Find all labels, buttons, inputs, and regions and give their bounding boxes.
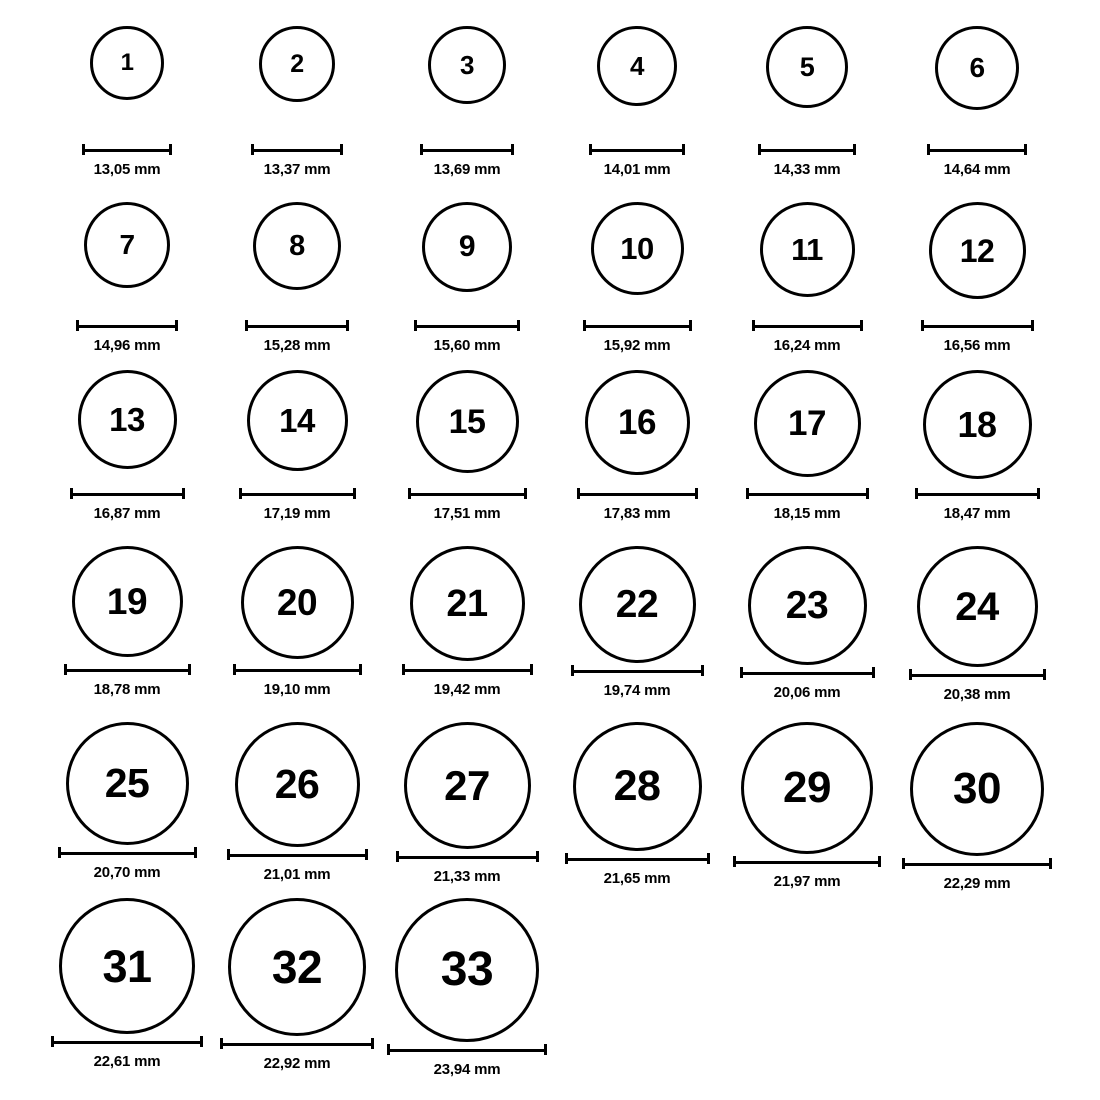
measure-cap-left bbox=[387, 1044, 390, 1055]
measure-cap-right bbox=[188, 664, 191, 675]
ring-size-number: 8 bbox=[289, 229, 305, 262]
ring-size-cell bbox=[408, 546, 526, 698]
ring-size-cell bbox=[578, 370, 696, 522]
diameter-measure-bar bbox=[414, 320, 520, 331]
ring-circle bbox=[72, 546, 183, 657]
measure-cap-right bbox=[340, 144, 343, 155]
diameter-label: 21,65 mm bbox=[603, 870, 671, 887]
measure-line bbox=[921, 325, 1034, 328]
ring-size-cell bbox=[918, 370, 1036, 522]
diameter-measure-bar bbox=[82, 144, 172, 155]
diameter-measure-bar bbox=[740, 667, 875, 678]
diameter-measure-bar bbox=[58, 847, 197, 858]
measure-line bbox=[402, 669, 533, 672]
ring-size-cell bbox=[238, 370, 356, 522]
measure-line bbox=[70, 493, 185, 496]
measure-cap-right bbox=[353, 488, 356, 499]
ring-size-number: 27 bbox=[444, 761, 490, 809]
measure-cap-left bbox=[733, 856, 736, 867]
ring-size-cell bbox=[238, 546, 356, 698]
ring-size-number: 1 bbox=[120, 49, 134, 76]
ring-size-cell bbox=[578, 546, 696, 699]
measure-line bbox=[583, 325, 692, 328]
diameter-label: 22,29 mm bbox=[943, 875, 1011, 892]
ring-circle bbox=[404, 722, 531, 849]
ring-size-number: 16 bbox=[618, 403, 656, 442]
measure-cap-right bbox=[701, 665, 704, 676]
ring-circle bbox=[416, 370, 519, 473]
ring-size-number: 10 bbox=[620, 231, 654, 266]
measure-cap-left bbox=[758, 144, 761, 155]
measure-cap-right bbox=[194, 847, 197, 858]
diameter-label: 20,38 mm bbox=[943, 686, 1011, 703]
ring-size-cell bbox=[408, 370, 526, 522]
ring-size-cell bbox=[578, 722, 696, 887]
diameter-measure-bar bbox=[758, 144, 856, 155]
diameter-measure-bar bbox=[921, 320, 1034, 331]
diameter-measure-bar bbox=[589, 144, 685, 155]
ring-size-number: 21 bbox=[446, 582, 488, 625]
diameter-measure-bar bbox=[577, 488, 698, 499]
measure-cap-right bbox=[1049, 858, 1052, 869]
ring-circle bbox=[573, 722, 702, 851]
ring-size-number: 9 bbox=[458, 230, 476, 263]
measure-cap-right bbox=[1037, 488, 1040, 499]
measure-line bbox=[220, 1043, 374, 1046]
measure-cap-left bbox=[76, 320, 79, 331]
ring-circle bbox=[422, 202, 512, 292]
measure-cap-right bbox=[707, 853, 710, 864]
measure-cap-right bbox=[175, 320, 178, 331]
ring-size-cell bbox=[918, 722, 1036, 892]
ring-size-number: 26 bbox=[274, 761, 320, 807]
ring-circle bbox=[235, 722, 360, 847]
ring-size-number: 33 bbox=[440, 943, 494, 996]
diameter-measure-bar bbox=[909, 669, 1046, 680]
diameter-label: 19,42 mm bbox=[433, 681, 501, 698]
ring-size-cell bbox=[748, 722, 866, 890]
ring-size-cell bbox=[578, 26, 696, 178]
measure-line bbox=[733, 861, 881, 864]
measure-line bbox=[76, 325, 178, 328]
measure-cap-left bbox=[251, 144, 254, 155]
ring-circle bbox=[228, 898, 366, 1036]
measure-cap-right bbox=[695, 488, 698, 499]
diameter-label: 20,06 mm bbox=[773, 684, 841, 701]
measure-cap-right bbox=[530, 664, 533, 675]
ring-circle bbox=[395, 898, 539, 1042]
ring-circle bbox=[579, 546, 696, 663]
ring-size-number: 18 bbox=[957, 403, 997, 445]
measure-line bbox=[927, 149, 1027, 152]
diameter-measure-bar bbox=[565, 853, 710, 864]
ring-size-cell bbox=[68, 546, 186, 698]
ring-size-number: 17 bbox=[788, 404, 826, 443]
measure-cap-right bbox=[200, 1036, 203, 1047]
ring-circle bbox=[917, 546, 1038, 667]
diameter-measure-bar bbox=[902, 858, 1052, 869]
ring-size-cell bbox=[238, 722, 356, 883]
measure-line bbox=[420, 149, 514, 152]
measure-line bbox=[909, 674, 1046, 677]
diameter-label: 16,24 mm bbox=[773, 337, 841, 354]
measure-line bbox=[239, 493, 356, 496]
measure-cap-left bbox=[245, 320, 248, 331]
measure-cap-left bbox=[64, 664, 67, 675]
diameter-measure-bar bbox=[51, 1036, 203, 1047]
measure-cap-left bbox=[921, 320, 924, 331]
ring-size-number: 4 bbox=[630, 51, 644, 81]
ring-size-cell bbox=[918, 202, 1036, 354]
measure-cap-left bbox=[420, 144, 423, 155]
diameter-label: 22,92 mm bbox=[263, 1055, 331, 1072]
measure-line bbox=[740, 672, 875, 675]
diameter-label: 22,61 mm bbox=[93, 1053, 161, 1070]
diameter-measure-bar bbox=[251, 144, 343, 155]
ring-circle bbox=[591, 202, 684, 295]
measure-cap-right bbox=[346, 320, 349, 331]
measure-cap-left bbox=[915, 488, 918, 499]
diameter-measure-bar bbox=[927, 144, 1027, 155]
ring-size-cell bbox=[238, 898, 356, 1072]
measure-line bbox=[408, 493, 527, 496]
measure-cap-right bbox=[371, 1038, 374, 1049]
ring-size-cell bbox=[918, 26, 1036, 178]
measure-cap-left bbox=[740, 667, 743, 678]
measure-line bbox=[82, 149, 172, 152]
diameter-measure-bar bbox=[420, 144, 514, 155]
measure-cap-left bbox=[51, 1036, 54, 1047]
measure-cap-left bbox=[571, 665, 574, 676]
ring-size-cell bbox=[68, 370, 186, 522]
ring-size-number: 3 bbox=[460, 50, 474, 80]
measure-line bbox=[51, 1041, 203, 1044]
ring-size-number: 15 bbox=[448, 402, 486, 441]
measure-cap-left bbox=[577, 488, 580, 499]
ring-circle bbox=[754, 370, 861, 477]
diameter-measure-bar bbox=[70, 488, 185, 499]
measure-line bbox=[251, 149, 343, 152]
ring-circle bbox=[241, 546, 354, 659]
diameter-label: 17,19 mm bbox=[263, 505, 331, 522]
ring-size-cell bbox=[748, 370, 866, 522]
diameter-measure-bar bbox=[245, 320, 349, 331]
measure-line bbox=[571, 670, 704, 673]
measure-line bbox=[233, 669, 362, 672]
diameter-measure-bar bbox=[915, 488, 1040, 499]
measure-cap-right bbox=[517, 320, 520, 331]
ring-size-number: 6 bbox=[969, 52, 985, 83]
measure-cap-left bbox=[58, 847, 61, 858]
measure-line bbox=[227, 854, 368, 857]
ring-size-cell bbox=[68, 898, 186, 1070]
measure-cap-right bbox=[1043, 669, 1046, 680]
diameter-label: 21,01 mm bbox=[263, 866, 331, 883]
measure-cap-left bbox=[70, 488, 73, 499]
ring-circle bbox=[59, 898, 195, 1034]
ring-size-number: 19 bbox=[106, 581, 148, 622]
diameter-label: 13,37 mm bbox=[263, 161, 331, 178]
ring-size-cell bbox=[68, 26, 186, 178]
ring-size-number: 24 bbox=[955, 584, 999, 629]
ring-circle bbox=[760, 202, 855, 297]
measure-cap-left bbox=[82, 144, 85, 155]
diameter-measure-bar bbox=[402, 664, 533, 675]
measure-line bbox=[414, 325, 520, 328]
measure-cap-left bbox=[902, 858, 905, 869]
ring-size-cell bbox=[408, 898, 526, 1078]
measure-cap-right bbox=[1024, 144, 1027, 155]
measure-cap-right bbox=[524, 488, 527, 499]
measure-line bbox=[758, 149, 856, 152]
diameter-label: 14,64 mm bbox=[943, 161, 1011, 178]
measure-cap-left bbox=[396, 851, 399, 862]
measure-line bbox=[752, 325, 863, 328]
measure-cap-right bbox=[169, 144, 172, 155]
measure-cap-left bbox=[583, 320, 586, 331]
measure-cap-right bbox=[536, 851, 539, 862]
measure-line bbox=[64, 669, 191, 672]
diameter-label: 14,33 mm bbox=[773, 161, 841, 178]
ring-size-cell bbox=[578, 202, 696, 354]
ring-size-number: 29 bbox=[783, 763, 831, 812]
ring-size-number: 2 bbox=[290, 49, 304, 78]
measure-cap-right bbox=[878, 856, 881, 867]
diameter-label: 23,94 mm bbox=[433, 1061, 501, 1078]
ring-circle bbox=[597, 26, 677, 106]
measure-line bbox=[58, 852, 197, 855]
measure-line bbox=[387, 1049, 547, 1052]
measure-line bbox=[245, 325, 349, 328]
ring-size-number: 25 bbox=[104, 760, 150, 806]
ring-size-cell bbox=[68, 202, 186, 354]
measure-cap-left bbox=[909, 669, 912, 680]
ring-circle bbox=[935, 26, 1019, 110]
measure-cap-left bbox=[414, 320, 417, 331]
ring-size-number: 5 bbox=[799, 51, 815, 82]
measure-cap-left bbox=[589, 144, 592, 155]
ring-size-cell bbox=[408, 202, 526, 354]
measure-line bbox=[565, 858, 710, 861]
diameter-measure-bar bbox=[239, 488, 356, 499]
diameter-measure-bar bbox=[233, 664, 362, 675]
diameter-label: 18,78 mm bbox=[93, 681, 161, 698]
ring-circle bbox=[923, 370, 1032, 479]
measure-cap-right bbox=[1031, 320, 1034, 331]
diameter-label: 14,01 mm bbox=[603, 161, 671, 178]
ring-size-number: 7 bbox=[119, 229, 135, 260]
measure-cap-right bbox=[860, 320, 863, 331]
ring-circle bbox=[84, 202, 170, 288]
ring-size-cell bbox=[238, 202, 356, 354]
diameter-label: 15,92 mm bbox=[603, 337, 671, 354]
ring-size-number: 28 bbox=[613, 762, 661, 810]
ring-size-number: 30 bbox=[953, 764, 1001, 813]
measure-cap-left bbox=[565, 853, 568, 864]
diameter-label: 20,70 mm bbox=[93, 864, 161, 881]
diameter-label: 17,51 mm bbox=[433, 505, 501, 522]
diameter-label: 15,28 mm bbox=[263, 337, 331, 354]
ring-size-number: 23 bbox=[785, 584, 829, 627]
measure-cap-left bbox=[227, 849, 230, 860]
ring-circle bbox=[766, 26, 848, 108]
diameter-measure-bar bbox=[64, 664, 191, 675]
ring-circle bbox=[253, 202, 341, 290]
measure-cap-right bbox=[182, 488, 185, 499]
ring-size-number: 11 bbox=[791, 232, 823, 267]
diameter-label: 17,83 mm bbox=[603, 505, 671, 522]
diameter-label: 19,10 mm bbox=[263, 681, 331, 698]
diameter-measure-bar bbox=[752, 320, 863, 331]
ring-circle bbox=[259, 26, 335, 102]
diameter-measure-bar bbox=[220, 1038, 374, 1049]
diameter-measure-bar bbox=[76, 320, 178, 331]
ring-size-number: 14 bbox=[279, 402, 315, 439]
measure-cap-left bbox=[233, 664, 236, 675]
diameter-label: 16,56 mm bbox=[943, 337, 1011, 354]
diameter-measure-bar bbox=[571, 665, 704, 676]
measure-cap-left bbox=[408, 488, 411, 499]
ring-size-number: 13 bbox=[109, 401, 145, 438]
ring-size-cell bbox=[408, 26, 526, 178]
diameter-measure-bar bbox=[387, 1044, 547, 1055]
measure-cap-right bbox=[511, 144, 514, 155]
measure-cap-right bbox=[689, 320, 692, 331]
diameter-label: 14,96 mm bbox=[93, 337, 161, 354]
measure-cap-left bbox=[752, 320, 755, 331]
ring-circle bbox=[78, 370, 177, 469]
measure-cap-right bbox=[872, 667, 875, 678]
measure-cap-left bbox=[402, 664, 405, 675]
measure-cap-right bbox=[365, 849, 368, 860]
measure-line bbox=[396, 856, 539, 859]
ring-size-cell bbox=[68, 722, 186, 881]
ring-size-number: 12 bbox=[959, 232, 995, 269]
diameter-label: 18,47 mm bbox=[943, 505, 1011, 522]
measure-cap-left bbox=[746, 488, 749, 499]
ring-circle bbox=[910, 722, 1044, 856]
diameter-measure-bar bbox=[227, 849, 368, 860]
diameter-measure-bar bbox=[408, 488, 527, 499]
ring-size-cell bbox=[238, 26, 356, 178]
diameter-measure-bar bbox=[396, 851, 539, 862]
diameter-label: 21,97 mm bbox=[773, 873, 841, 890]
ring-size-cell bbox=[748, 546, 866, 701]
measure-cap-right bbox=[866, 488, 869, 499]
diameter-label: 19,74 mm bbox=[603, 682, 671, 699]
diameter-label: 15,60 mm bbox=[433, 337, 501, 354]
ring-circle bbox=[585, 370, 690, 475]
ring-circle bbox=[90, 26, 164, 100]
measure-line bbox=[577, 493, 698, 496]
ring-size-cell bbox=[748, 26, 866, 178]
ring-circle bbox=[410, 546, 525, 661]
measure-line bbox=[589, 149, 685, 152]
ring-circle bbox=[748, 546, 867, 665]
ring-size-number: 31 bbox=[102, 940, 152, 992]
ring-size-cell bbox=[918, 546, 1036, 703]
measure-cap-right bbox=[359, 664, 362, 675]
diameter-label: 13,69 mm bbox=[433, 161, 501, 178]
diameter-label: 16,87 mm bbox=[93, 505, 161, 522]
ring-size-cell bbox=[408, 722, 526, 885]
measure-cap-left bbox=[927, 144, 930, 155]
diameter-label: 21,33 mm bbox=[433, 868, 501, 885]
measure-line bbox=[902, 863, 1052, 866]
diameter-measure-bar bbox=[746, 488, 869, 499]
measure-cap-right bbox=[853, 144, 856, 155]
measure-line bbox=[746, 493, 869, 496]
ring-size-cell bbox=[748, 202, 866, 354]
measure-cap-right bbox=[544, 1044, 547, 1055]
ring-circle bbox=[428, 26, 506, 104]
ring-circle bbox=[929, 202, 1026, 299]
measure-cap-right bbox=[682, 144, 685, 155]
measure-cap-left bbox=[239, 488, 242, 499]
diameter-label: 13,05 mm bbox=[93, 161, 161, 178]
diameter-label: 18,15 mm bbox=[773, 505, 841, 522]
measure-cap-left bbox=[220, 1038, 223, 1049]
measure-line bbox=[915, 493, 1040, 496]
diameter-measure-bar bbox=[733, 856, 881, 867]
ring-size-number: 22 bbox=[615, 583, 659, 626]
diameter-measure-bar bbox=[583, 320, 692, 331]
ring-circle bbox=[247, 370, 348, 471]
ring-size-number: 20 bbox=[276, 582, 318, 623]
ring-circle bbox=[66, 722, 189, 845]
ring-size-number: 32 bbox=[271, 941, 323, 993]
ring-circle bbox=[741, 722, 873, 854]
